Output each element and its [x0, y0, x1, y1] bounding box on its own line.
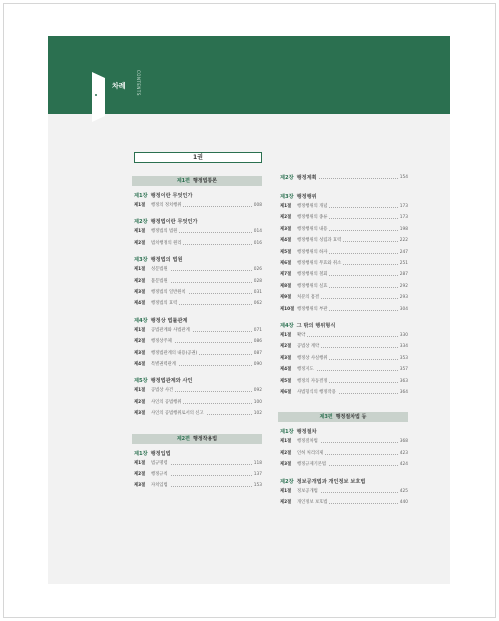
page-number: 368 [399, 439, 408, 445]
section-title: 사인의 공법행위로서의 신고 [151, 411, 204, 417]
page-number: 092 [253, 388, 262, 394]
section-number: 제5절 [280, 378, 292, 384]
part-title: 행정법통론 [192, 178, 218, 184]
toc-entry[interactable] [280, 214, 408, 222]
part-heading [278, 412, 408, 422]
section-number: 제3절 [134, 290, 146, 295]
section-number: 제2절 [280, 344, 292, 350]
toc-page [48, 36, 450, 584]
chapter-heading [134, 218, 198, 225]
toc-entry[interactable] [134, 338, 262, 346]
section-number: 제2절 [134, 399, 146, 405]
chapter-number: 제3장 [134, 257, 148, 264]
section-number: 제10절 [280, 306, 295, 312]
page-number: 173 [399, 215, 408, 221]
chapter-number: 제4장 [280, 323, 294, 329]
chapter-title: 행정법의 법원 [150, 257, 183, 264]
toc-entry[interactable] [280, 461, 408, 469]
section-title: 법규명령 [151, 460, 168, 466]
section-title: 확약 [297, 333, 306, 338]
chapter-heading [134, 450, 171, 457]
toc-entry[interactable] [280, 355, 408, 363]
section-number: 제1절 [280, 439, 292, 445]
part-heading [132, 434, 262, 444]
page-number: 440 [399, 500, 408, 505]
toc-entry[interactable] [134, 327, 262, 335]
section-number: 제1절 [134, 203, 146, 208]
section-number: 제4절 [134, 362, 146, 367]
section-number: 제8절 [280, 283, 292, 289]
page-number: 026 [253, 267, 262, 273]
contents-label-wrap [136, 70, 141, 110]
page-number: 425 [399, 488, 408, 494]
toc-entry[interactable] [280, 450, 408, 458]
section-title: 행정행위의 종류 [297, 215, 328, 221]
toc-entry[interactable] [280, 378, 408, 386]
section-number: 제3절 [134, 350, 146, 356]
chapter-number: 제1장 [280, 429, 294, 436]
section-title: 정보공개법 [297, 488, 318, 494]
contents-label: CONTENTS [136, 70, 141, 96]
toc-entry[interactable] [280, 226, 408, 234]
section-number: 제2절 [134, 472, 146, 477]
page-number: 087 [253, 350, 262, 356]
section-number: 제4절 [280, 367, 292, 373]
part-title: 행정작용법 [192, 435, 218, 442]
part-number: 제2편 [176, 435, 190, 442]
toc-entry[interactable] [280, 438, 408, 446]
toc-entry[interactable] [134, 228, 262, 236]
chapter-heading [280, 193, 317, 200]
section-number: 제4절 [134, 301, 146, 307]
section-title: 행정법의 효력 [151, 301, 178, 307]
section-title: 행정절차법 [297, 439, 318, 445]
page-number: 014 [253, 229, 262, 235]
section-number: 제1절 [134, 327, 146, 333]
section-number: 제3절 [280, 355, 292, 361]
section-number: 제3절 [280, 226, 292, 232]
toc-title: 차례 [112, 82, 126, 90]
section-number: 제1절 [280, 333, 292, 338]
page-number: 102 [253, 411, 262, 417]
page-number: 090 [253, 362, 262, 367]
section-title: 사인의 공법행위 [151, 399, 182, 405]
chapter-title: 행정이란 무엇인가 [150, 193, 193, 199]
chapter-title: 행정법관계와 사인 [150, 378, 193, 385]
section-number: 제1절 [280, 204, 292, 209]
chapter-number: 제1장 [134, 193, 148, 199]
page-number: 008 [253, 203, 262, 208]
section-number: 제9절 [280, 295, 292, 301]
toc-entry[interactable] [134, 278, 262, 286]
toc-entry[interactable] [134, 289, 262, 297]
toc-entry[interactable] [280, 499, 408, 507]
chapter-title: 행정법이란 무엇인가 [150, 219, 198, 226]
section-title: 행정상 사실행위 [297, 355, 328, 361]
toc-entry[interactable] [134, 410, 262, 418]
section-title: 법치행정의 원리 [151, 240, 182, 246]
chapter-title: 행정계획 [296, 175, 317, 181]
chapter-heading [280, 428, 317, 435]
page-number: 031 [253, 290, 262, 295]
section-number: 제3절 [134, 411, 146, 417]
chapter-title: 정보공개법과 개인정보 보호법 [296, 478, 366, 485]
section-title: 행정행위의 개념 [297, 204, 328, 209]
chapter-number: 제1장 [134, 450, 148, 457]
chapter-heading [280, 322, 335, 329]
page-number: 100 [253, 399, 262, 405]
section-title: 행정행위의 부관 [297, 306, 328, 312]
page-number: 198 [399, 226, 408, 232]
page-number: 071 [253, 327, 262, 333]
toc-entry[interactable] [280, 283, 408, 291]
section-title: 행정의 자동결정 [297, 378, 328, 384]
section-number: 제2절 [134, 339, 146, 345]
chapter-title: 행정상 법률관계 [150, 317, 188, 324]
section-title: 공법상 계약 [297, 344, 320, 350]
toc-entry[interactable] [280, 249, 408, 257]
chapter-heading [280, 478, 365, 485]
page-number: 118 [253, 460, 262, 466]
door-icon [92, 72, 105, 122]
dot-leader [297, 336, 398, 337]
volume-label: 1권 [134, 152, 262, 163]
section-title: 행정행위의 철회 [297, 272, 328, 278]
toc-entry[interactable] [280, 389, 408, 397]
section-title: 행정규칙 [151, 472, 168, 477]
page-number: 154 [399, 175, 408, 180]
toc-entry[interactable] [134, 399, 262, 407]
section-title: 행정행위의 성립과 효력 [297, 238, 342, 244]
toc-entry[interactable] [280, 343, 408, 351]
page-number: 363 [399, 378, 408, 384]
section-number: 제2절 [280, 450, 292, 456]
section-number: 제6절 [280, 390, 292, 395]
section-title: 인허 처리의제 [297, 450, 324, 456]
page-number: 423 [399, 450, 408, 456]
toc-entry[interactable] [134, 387, 262, 395]
toc-entry[interactable] [134, 471, 262, 479]
section-title: 행정행위의 내용 [297, 226, 328, 232]
chapter-title: 행정절차 [296, 429, 317, 436]
toc-entry[interactable] [134, 266, 262, 274]
section-title: 공법관계와 사법관계 [151, 327, 190, 333]
page-number: 292 [399, 283, 408, 289]
toc-entry[interactable] [280, 237, 408, 245]
part-number: 제1편 [176, 178, 190, 184]
chapter-number: 제2장 [280, 175, 294, 181]
toc-entry[interactable] [280, 488, 408, 496]
section-title: 행정의 정치행위 [151, 203, 182, 208]
section-number: 제5절 [280, 249, 292, 255]
dot-leader [310, 178, 398, 179]
door-knob-icon [95, 94, 97, 96]
section-number: 제1절 [280, 488, 292, 494]
section-title: 행정법의 일반원칙 [151, 290, 186, 295]
chapter-number: 제2장 [280, 478, 294, 485]
page-number: 330 [399, 333, 408, 338]
section-number: 제2절 [280, 215, 292, 221]
toc-entry[interactable] [134, 300, 262, 308]
chapter-number: 제3장 [280, 194, 294, 200]
section-title: 행정법의 법원 [151, 229, 178, 235]
page-number: 364 [399, 390, 408, 395]
chapter-heading [134, 256, 183, 263]
page-number: 304 [399, 306, 408, 312]
page-number: 334 [399, 344, 408, 350]
chapter-number: 제2장 [134, 219, 148, 226]
page-number: 173 [399, 204, 408, 209]
chapter-number: 제5장 [134, 378, 148, 385]
section-number: 제1절 [134, 388, 146, 394]
section-number: 제7절 [280, 272, 292, 278]
section-number: 제4절 [280, 238, 292, 244]
toc-entry[interactable] [134, 350, 262, 358]
section-title: 자치입법 [151, 483, 168, 489]
section-number: 제2절 [134, 278, 146, 284]
section-number: 제1절 [134, 267, 146, 273]
section-title: 사법형식의 행정작용 [297, 390, 336, 395]
part-number: 제3편 [319, 414, 333, 421]
section-title: 행정행위의 실효 [297, 283, 328, 289]
section-title: 불문법원 [151, 278, 168, 284]
toc-entry[interactable] [134, 361, 262, 369]
section-title: 개인정보 보호법 [297, 500, 328, 505]
chapter-title: 그 밖의 행위형식 [296, 323, 336, 329]
section-number: 제3절 [134, 483, 146, 489]
section-title: 행정상주체 [151, 339, 172, 345]
toc-entry[interactable] [280, 271, 408, 279]
toc-entry[interactable] [134, 202, 262, 210]
section-number: 제1절 [134, 229, 146, 235]
section-number: 제2절 [280, 500, 292, 505]
section-title: 행정규제기본법 [297, 462, 327, 468]
page-number: 028 [253, 278, 262, 284]
page-number: 251 [399, 261, 408, 266]
page-number: 153 [253, 483, 262, 489]
section-title: 행정지도 [297, 367, 314, 373]
door-panel [105, 72, 135, 114]
page-number: 222 [399, 238, 408, 244]
section-number: 제1절 [134, 460, 146, 466]
section-number: 제3절 [280, 462, 292, 468]
page-number: 353 [399, 355, 408, 361]
page-number: 137 [253, 472, 262, 477]
chapter-title: 행정입법 [150, 450, 171, 457]
chapter-number: 제4장 [134, 317, 148, 324]
page-number: 062 [253, 301, 262, 307]
page-number: 293 [399, 295, 408, 301]
page-number: 247 [399, 249, 408, 255]
chapter-heading [134, 317, 188, 324]
section-title: 특별권력관계 [151, 362, 176, 367]
toc-entry[interactable] [134, 460, 262, 468]
chapter-heading [134, 377, 193, 384]
section-number: 제2절 [134, 240, 146, 246]
toc-entry[interactable] [134, 240, 262, 248]
chapter-title: 행정행위 [296, 194, 317, 200]
section-title: 행정법관계의 내용(공권) [151, 350, 198, 356]
toc-entry[interactable] [280, 294, 408, 302]
toc-entry[interactable] [280, 203, 408, 211]
part-title: 행정절차법 등 [335, 414, 367, 421]
toc-entry[interactable] [280, 366, 408, 374]
section-title: 행정행위의 무효와 취소 [297, 261, 342, 266]
toc-entry[interactable] [280, 306, 408, 314]
toc-entry[interactable] [280, 332, 408, 340]
section-title: 처분의 흠결 [297, 295, 320, 301]
part-heading [132, 176, 262, 186]
section-title: 성문법원 [151, 267, 168, 273]
section-number: 제6절 [280, 261, 292, 266]
section-title: 행정행위의 하자 [297, 249, 328, 255]
page-number: 016 [253, 240, 262, 246]
toc-entry[interactable] [280, 260, 408, 268]
page-number: 357 [399, 367, 408, 373]
toc-entry[interactable] [134, 482, 262, 490]
chapter-heading [134, 192, 193, 199]
page-number: 287 [399, 272, 408, 278]
page-number: 086 [253, 339, 262, 345]
section-title: 공법상 사건 [151, 388, 174, 394]
page-number: 424 [399, 462, 408, 468]
chapter-entry[interactable] [280, 174, 408, 182]
